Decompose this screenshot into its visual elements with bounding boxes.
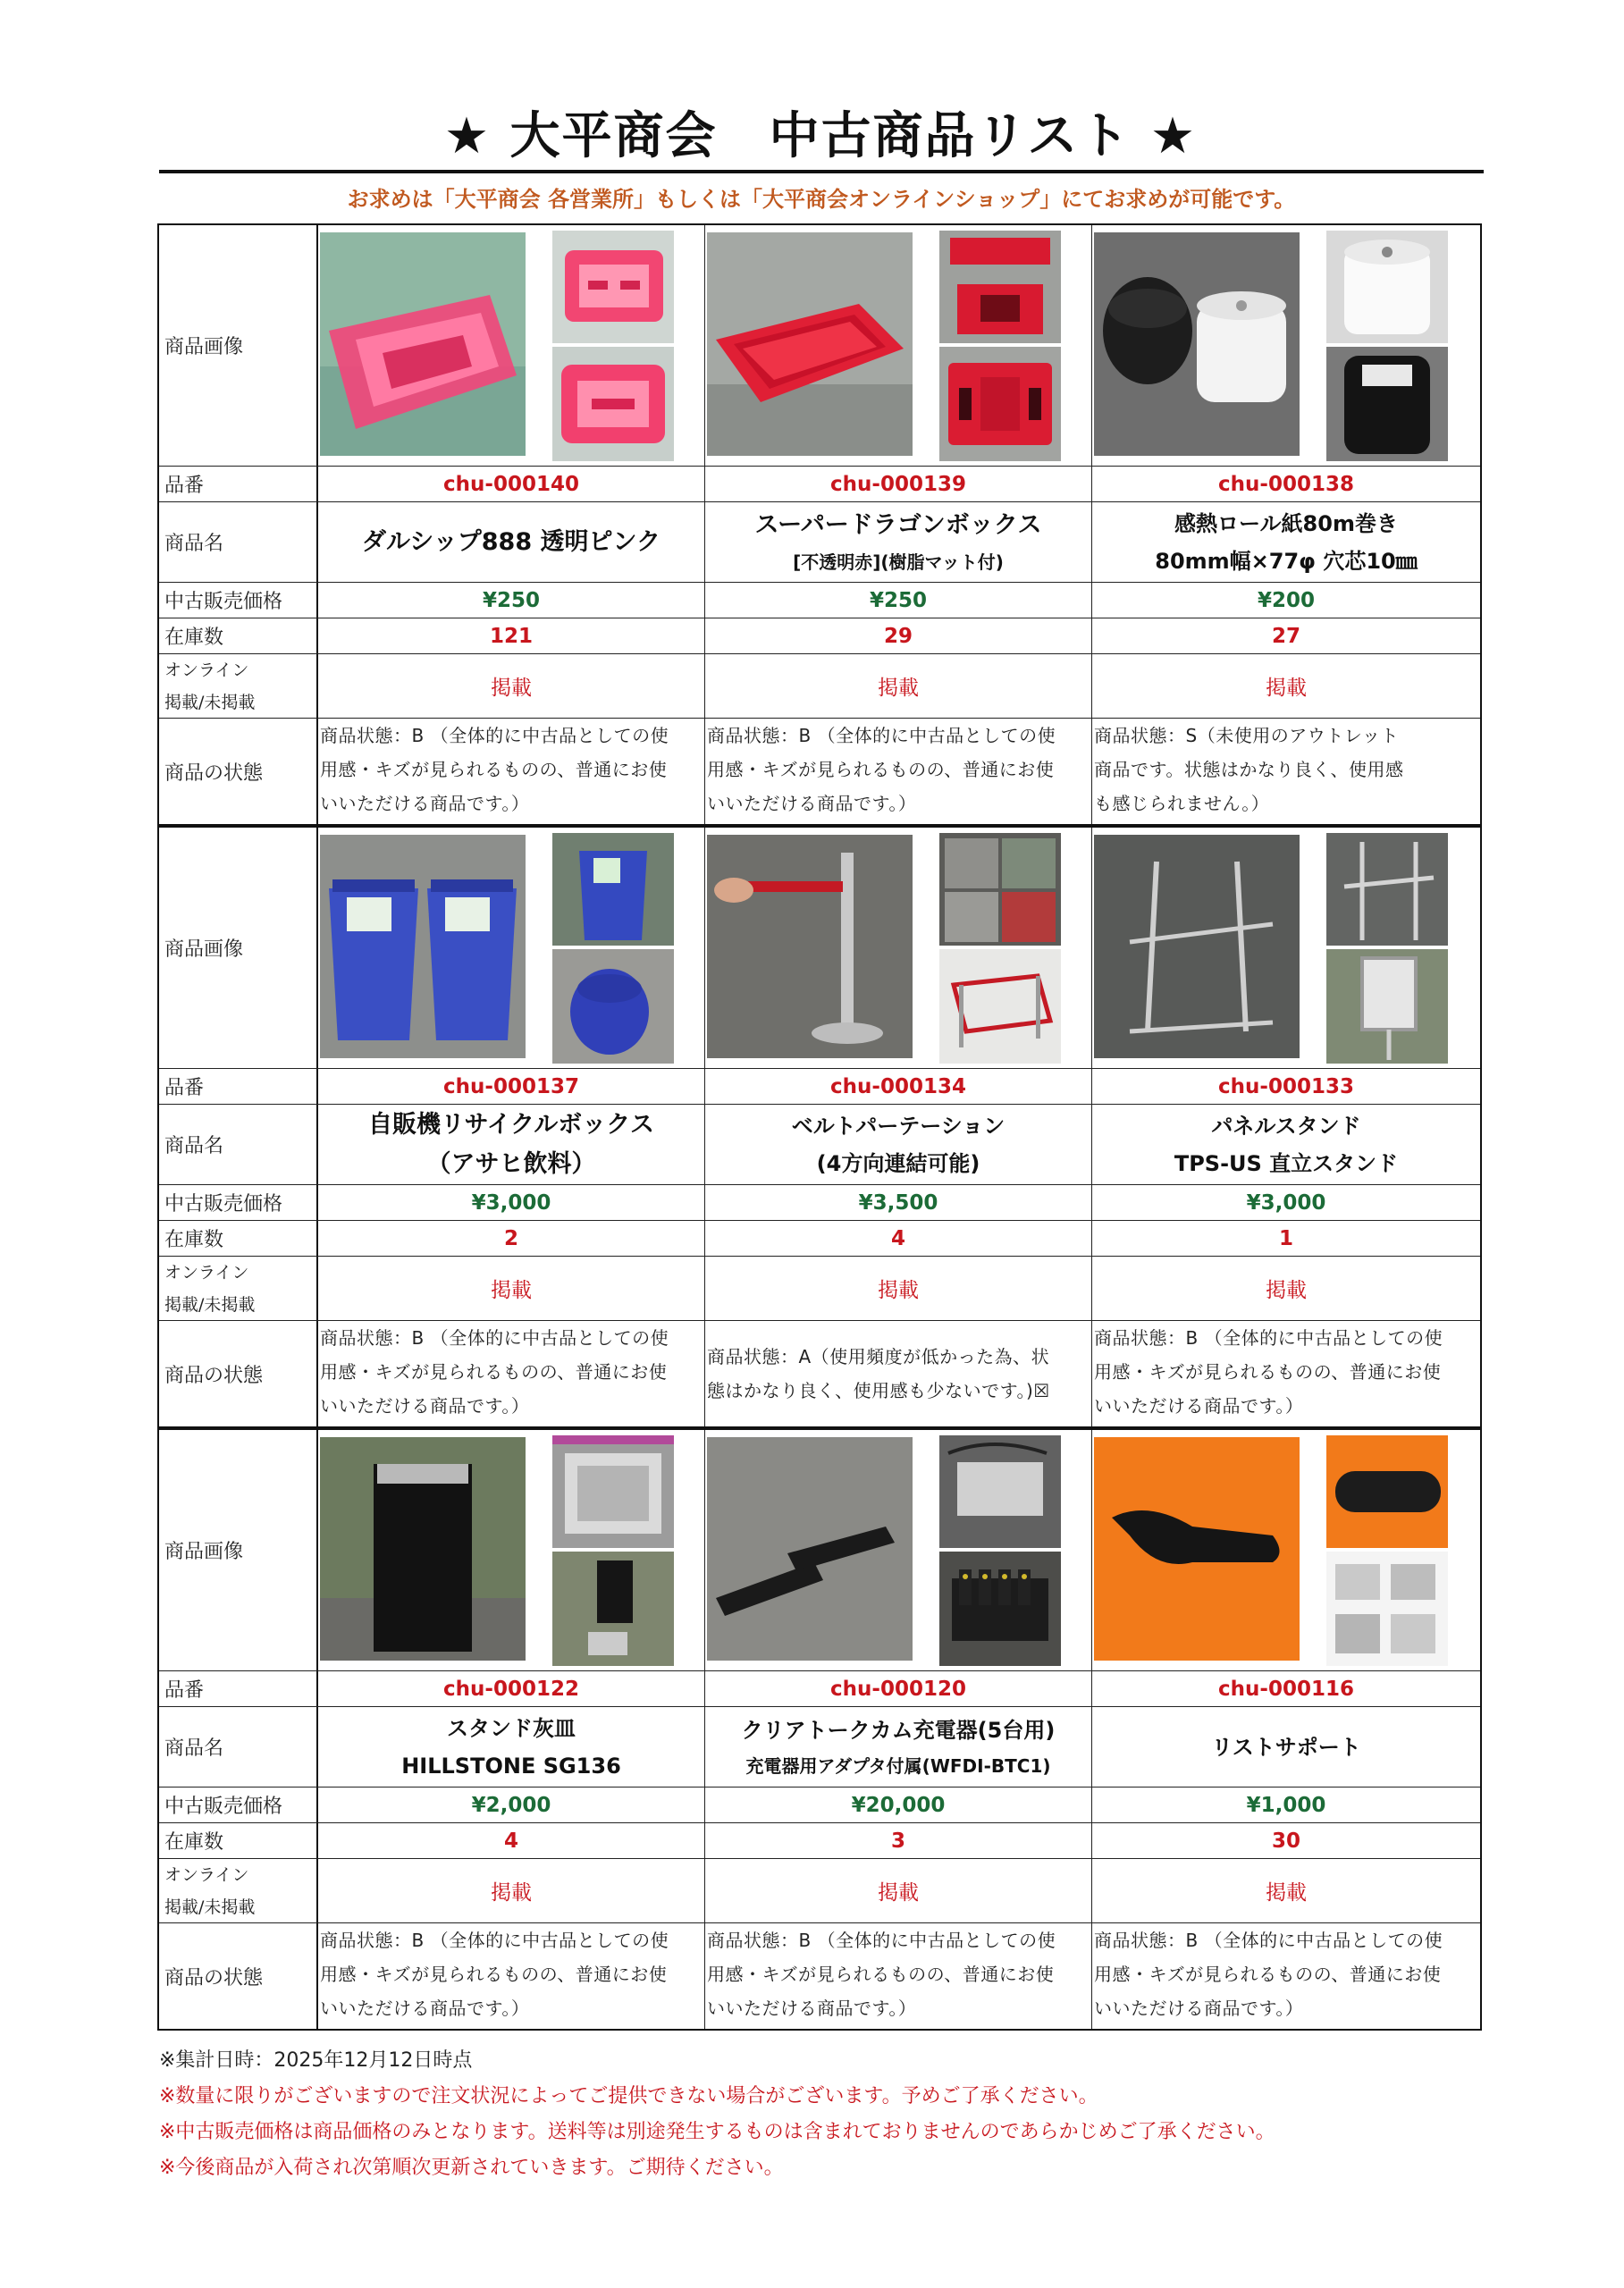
product-stock: 3 [705,1823,1092,1858]
online-status: 掲載 [318,654,705,718]
online-status: 掲載 [705,1257,1092,1320]
condition-line: 商品状態：B （全体的に中古品としての使 [320,1930,669,1951]
row-label-online [159,1257,318,1320]
page-title: ★ 大平商会 中古商品リスト ★ [443,107,1198,165]
ashtray-photo [320,1437,526,1661]
row-label-price: 中古販売価格 [159,583,318,618]
panel-stand-photo [1094,835,1300,1058]
product-price: ¥3,000 [318,1185,705,1220]
online-status: 掲載 [705,654,1092,718]
product-name-line-2: [不透明赤](樹脂マット付) [793,551,1004,573]
image-row [159,1430,1480,1671]
row-label-online-1: オンライン [164,1262,249,1283]
recycle-bin-lid-photo [552,949,674,1064]
footnote-update-notice: ※今後商品が入荷され次第順次更新されていきます。ご期待ください。 [159,2157,784,2179]
product-name [1092,502,1480,582]
product-name-line-1: リストサポート [1211,1734,1361,1760]
recycle-bin-photo [320,835,526,1058]
product-price: ¥200 [1257,588,1315,612]
product-name-line-1: 自販機リサイクルボックス [368,1110,654,1139]
product-code: chu-000134 [705,1069,1092,1104]
stand-frame-photo [1326,833,1448,946]
product-price: ¥3,500 [705,1185,1092,1220]
product-name [705,502,1092,582]
product-name-line-2: HILLSTONE SG136 [401,1753,621,1779]
condition-line: も感じられません。） [1094,793,1270,814]
belt-pole-photo [707,835,913,1058]
product-code: chu-000139 [705,467,1092,501]
condition-line: 商品状態：B （全体的に中古品としての使 [1094,1930,1443,1951]
ashtray-grill-photo [552,1435,674,1548]
online-row [159,1859,1480,1923]
product-code: chu-000140 [318,467,705,501]
product-stock: 2 [318,1221,705,1256]
product-name [1092,1707,1480,1787]
product-block-2 [157,826,1482,1428]
condition-line: 用感・キズが見られるものの、普通にお使 [320,1361,668,1383]
product-stock: 30 [1271,1829,1300,1853]
stand-panel-photo [1326,949,1448,1064]
product-code: chu-000137 [318,1069,705,1104]
condition-line: いいただける商品です。） [320,1998,530,2019]
product-code: chu-000138 [1218,472,1354,496]
condition-line: 態はかなり良く、使用感も少ないです。)☒ [707,1380,1050,1401]
condition-line: 商品です。状態はかなり良く、使用感 [1094,759,1404,780]
condition-row [159,719,1480,824]
condition-line: いいただける商品です。） [320,1395,530,1417]
condition-line: 商品状態：S（未使用のアウトレット [1094,725,1399,746]
product-price: ¥250 [705,583,1092,618]
condition-line: 商品状態：B （全体的に中古品としての使 [320,725,669,746]
row-label-code: 品番 [159,1671,318,1706]
condition-line: いいただける商品です。） [320,793,530,814]
product-image-cell [1092,225,1480,466]
product-condition [318,719,705,824]
product-condition [318,1923,705,2029]
belt-detail-photo [939,833,1061,946]
instruction-sheet-photo [1326,1552,1448,1666]
footnote-date: ※集計日時：2025年12月12日時点 [159,2049,473,2072]
product-name [318,502,705,582]
online-status: 掲載 [1266,1881,1307,1905]
product-name-line-1: スーパードラゴンボックス [754,510,1042,539]
online-status: 掲載 [318,1859,705,1922]
product-name [318,1707,705,1787]
red-box-bottom-photo [939,347,1061,461]
name-row [159,502,1480,583]
product-condition [705,1923,1092,2029]
product-code: chu-000120 [705,1671,1092,1706]
charger-units-photo [939,1552,1061,1666]
pink-crate-top-photo [552,231,674,343]
condition-line: 商品状態：B （全体的に中古品としての使 [320,1327,669,1349]
product-stock: 4 [705,1221,1092,1256]
product-image-cell [318,828,705,1068]
image-row [159,225,1480,467]
footnote-stock-notice: ※数量に限りがございますので注文状況によってご提供できない場合がございます。予めご了承ください。 [159,2085,1098,2107]
product-condition [705,719,1092,824]
product-price: ¥20,000 [705,1788,1092,1822]
pink-crate-photo [320,232,526,456]
row-label-code: 品番 [159,1069,318,1104]
row-label-online-1: オンライン [164,1864,249,1885]
row-label-online-2: 掲載/未掲載 [164,692,256,712]
product-code: chu-000116 [1218,1677,1354,1701]
condition-row [159,1923,1480,2029]
product-code: chu-000122 [318,1671,705,1706]
product-name [318,1105,705,1184]
product-name-line-2: (4方向連結可能) [816,1150,980,1176]
price-row [159,1788,1480,1823]
product-block-3 [157,1428,1482,2031]
stock-row [159,618,1480,654]
row-label-condition: 商品の状態 [159,1923,318,2029]
red-box-photo [707,232,913,456]
product-name-line-2: 80mm幅×77φ 穴芯10㎜ [1155,548,1418,574]
condition-line: 商品状態：B （全体的に中古品としての使 [707,1930,1056,1951]
product-price: ¥3,000 [1246,1190,1326,1215]
product-price: ¥1,000 [1246,1793,1326,1817]
adapter-photo [939,1435,1061,1548]
row-label-image: 商品画像 [159,828,318,1068]
condition-line: 商品状態：B （全体的に中古品としての使 [1094,1327,1443,1349]
product-image-cell [1092,828,1480,1068]
product-condition [318,1321,705,1426]
online-row [159,654,1480,719]
product-image-cell [705,828,1092,1068]
row-label-name: 商品名 [159,502,318,582]
support-pad-photo [1326,1435,1448,1548]
product-name-line-1: ベルトパーテーション [791,1113,1006,1139]
condition-line: いいただける商品です。） [707,793,917,814]
pink-crate-top-photo [552,347,674,461]
row-label-online [159,1859,318,1922]
product-price: ¥250 [318,583,705,618]
condition-line: 用感・キズが見られるものの、普通にお使 [1094,1964,1442,1985]
product-name [705,1105,1092,1184]
row-label-condition: 商品の状態 [159,719,318,824]
product-code: chu-000133 [1218,1074,1354,1098]
belt-square-photo [939,949,1061,1064]
product-image-cell [318,1430,705,1670]
product-name-line-1: クリアトークカム充電器(5台用) [741,1717,1056,1743]
product-name [705,1707,1092,1787]
row-label-condition: 商品の状態 [159,1321,318,1426]
product-name-line-2: 充電器用アダプタ付属(WFDI-BTC1) [745,1754,1051,1777]
ashtray-parts-photo [552,1552,674,1666]
row-label-name: 商品名 [159,1707,318,1787]
product-name-line-1: ダルシップ888 透明ピンク [361,527,661,556]
condition-line: いいただける商品です。） [1094,1998,1304,2019]
condition-line: 用感・キズが見られるものの、普通にお使 [1094,1361,1442,1383]
condition-line: 商品状態：A（使用頻度が低かった為、状 [707,1346,1050,1367]
condition-line: いいただける商品です。） [1094,1395,1304,1417]
online-status: 掲載 [1266,677,1307,700]
chargers-photo [707,1437,913,1661]
price-row [159,583,1480,618]
price-row [159,1185,1480,1221]
product-name-line-1: スタンド灰皿 [447,1715,576,1741]
wrist-support-photo [1094,1437,1300,1661]
row-label-online-2: 掲載/未掲載 [164,1294,256,1315]
red-box-side-photo [939,231,1061,343]
code-row [159,1069,1480,1105]
product-stock: 1 [1278,1226,1293,1250]
product-price: ¥2,000 [318,1788,705,1822]
row-label-image: 商品画像 [159,225,318,466]
product-image-cell [318,225,705,466]
row-label-online-1: オンライン [164,660,249,680]
product-condition [1092,1321,1480,1426]
name-row [159,1105,1480,1185]
online-row [159,1257,1480,1321]
code-row [159,467,1480,502]
condition-line: 用感・キズが見られるものの、普通にお使 [707,1964,1055,1985]
stock-row [159,1221,1480,1257]
product-condition [705,1321,1092,1426]
name-row [159,1707,1480,1788]
wrapped-roll-photo [1326,347,1448,461]
product-stock: 121 [318,618,705,653]
condition-line: 商品状態：B （全体的に中古品としての使 [707,725,1056,746]
product-image-cell [705,1430,1092,1670]
row-label-stock: 在庫数 [159,618,318,653]
row-label-name: 商品名 [159,1105,318,1184]
code-row [159,1671,1480,1707]
product-stock: 29 [705,618,1092,653]
condition-line: 用感・キズが見られるものの、普通にお使 [320,1964,668,1985]
product-name-line-1: パネルスタンド [1211,1113,1361,1139]
paper-roll-photo [1326,231,1448,343]
row-label-price: 中古販売価格 [159,1185,318,1220]
product-name [1092,1105,1480,1184]
product-condition [1092,1923,1480,2029]
row-label-online [159,654,318,718]
product-stock: 4 [318,1823,705,1858]
row-label-price: 中古販売価格 [159,1788,318,1822]
online-status: 掲載 [318,1257,705,1320]
condition-line: いいただける商品です。） [707,1998,917,2019]
condition-line: 用感・キズが見られるものの、普通にお使 [707,759,1055,780]
condition-line: 用感・キズが見られるものの、普通にお使 [320,759,668,780]
recycle-bin-photo [552,833,674,946]
row-label-stock: 在庫数 [159,1221,318,1256]
title-rule [159,170,1484,173]
product-condition [1092,719,1480,824]
online-status: 掲載 [1266,1279,1307,1302]
footnote-price-notice: ※中古販売価格は商品価格のみとなります。送料等は別途発生するものは含まれておりませんのであらかじめご了承ください。 [159,2121,1275,2143]
row-label-online-2: 掲載/未掲載 [164,1897,256,1917]
image-row [159,828,1480,1069]
product-stock: 27 [1271,624,1300,648]
paper-roll-photo [1094,232,1300,456]
product-image-cell [705,225,1092,466]
online-status: 掲載 [705,1859,1092,1922]
product-image-cell [1092,1430,1480,1670]
stock-row [159,1823,1480,1859]
row-label-stock: 在庫数 [159,1823,318,1858]
product-name-line-2: （アサヒ飲料） [426,1149,596,1178]
row-label-code: 品番 [159,467,318,501]
product-name-line-2: TPS-US 直立スタンド [1174,1150,1399,1176]
condition-row [159,1321,1480,1426]
page-subtitle: お求めは「大平商会 各営業所」もしくは「大平商会オンラインショップ」にてお求めが可能です。 [347,187,1296,212]
row-label-image: 商品画像 [159,1430,318,1670]
product-name-line-1: 感熱ロール紙80m巻き [1174,510,1398,536]
product-block-1 [157,223,1482,826]
